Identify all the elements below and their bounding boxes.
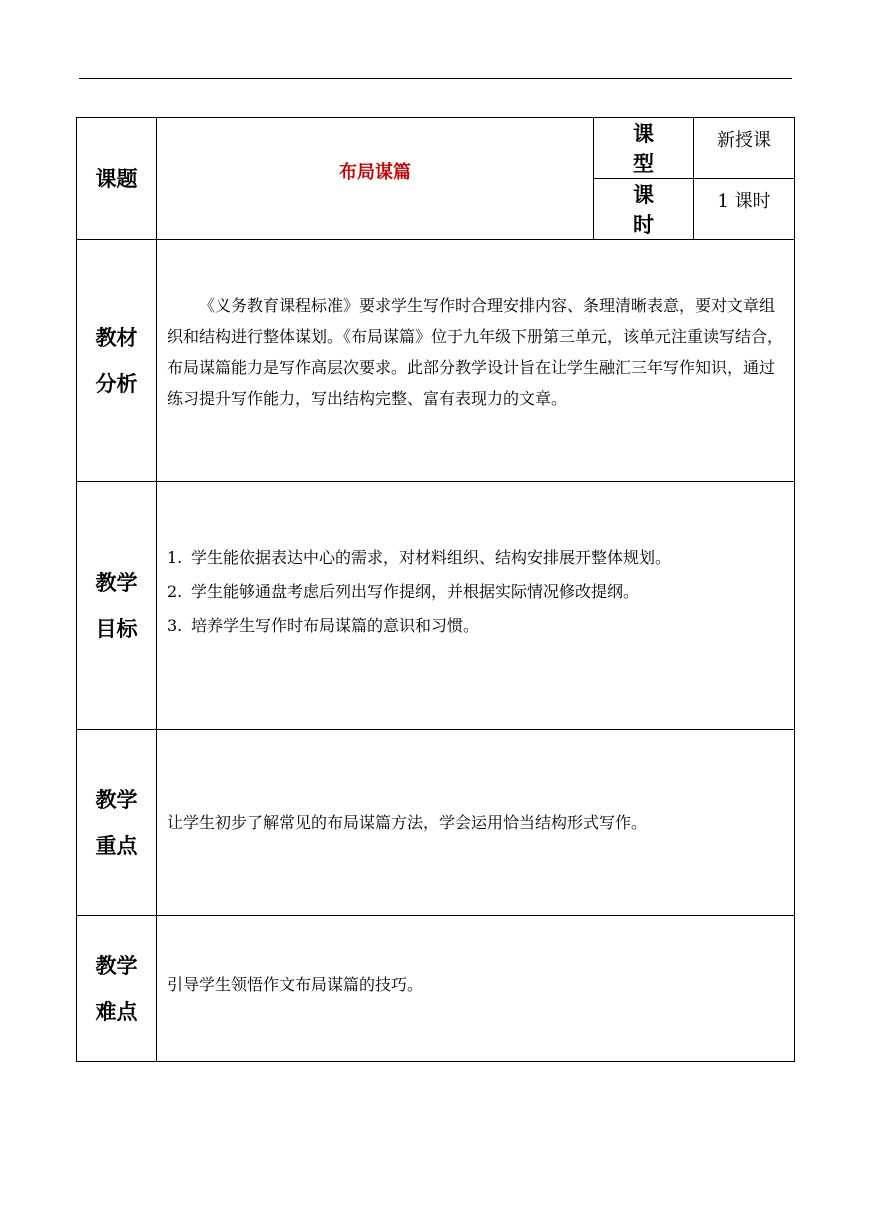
analysis-text: 《义务教育课程标准》要求学生写作时合理安排内容、条理清晰表意，要对文章组织和结构进行整体谋划。《布局谋篇》位于九年级下册第三单元，该单元注重读写结合，布局谋篇能力是写作高层次要求。此部分教学设计旨在让学生融汇三年写作知识，通过练习提升写作能力，写出结构完整、富有表现力的文章。: [167, 295, 784, 408]
objective-item: [167, 542, 786, 574]
objectives-label-line1: 教学: [95, 569, 138, 595]
objective-item: [167, 576, 786, 608]
analysis-content-cell: [157, 240, 795, 482]
objective-text: 培养学生写作时布局谋篇的意识和习惯。: [191, 615, 480, 635]
objective-item: [167, 610, 786, 642]
difficulties-row: [77, 916, 795, 1062]
difficulties-label-cell: [77, 916, 157, 1062]
topic-label: 课题: [95, 165, 138, 191]
key-points-label-cell: [77, 730, 157, 916]
key-points-label-line2: 重点: [95, 832, 138, 858]
difficulties-content-cell: [157, 916, 795, 1062]
key-points-text: 让学生初步了解常见的布局谋篇方法，学会运用恰当结构形式写作。: [167, 813, 648, 832]
objective-number: 3.: [167, 615, 183, 635]
key-points-content-cell: [157, 730, 795, 916]
objectives-label-cell: [77, 482, 157, 730]
period-value-cell: [694, 179, 795, 240]
type-label: 课 型: [633, 121, 668, 176]
analysis-row: [77, 240, 795, 482]
difficulties-text: 引导学生领悟作文布局谋篇的技巧。: [167, 975, 424, 994]
difficulties-label-line1: 教学: [95, 952, 138, 978]
type-label-cell: [594, 118, 694, 179]
analysis-label-line2: 分析: [95, 370, 138, 396]
period-label-cell: [594, 179, 694, 240]
lesson-plan-table: [76, 117, 795, 1062]
header-row: [77, 118, 795, 179]
objective-number: 1.: [167, 547, 183, 567]
header-rule: [79, 78, 792, 79]
difficulties-label-line2: 难点: [95, 998, 138, 1024]
objectives-list: [167, 542, 786, 642]
topic-label-cell: [77, 118, 157, 240]
objectives-row: [77, 482, 795, 730]
key-points-label-line1: 教学: [95, 786, 138, 812]
period-value: 1 课时: [717, 191, 771, 212]
key-points-row: [77, 730, 795, 916]
objectives-content-cell: [157, 482, 795, 730]
objective-number: 2.: [167, 581, 183, 601]
analysis-label-cell: [77, 240, 157, 482]
analysis-label-line1: 教材: [95, 324, 138, 350]
period-label: 课 时: [633, 182, 668, 237]
topic-title-cell: [157, 118, 594, 240]
type-value-cell: [694, 118, 795, 179]
objectives-label-line2: 目标: [95, 615, 138, 641]
type-value: 新授课: [717, 130, 771, 151]
topic-title: 布局谋篇: [339, 161, 411, 183]
objective-text: 学生能够通盘考虑后列出写作提纲，并根据实际情况修改提纲。: [191, 581, 640, 601]
objective-text: 学生能依据表达中心的需求，对材料组织、结构安排展开整体规划。: [191, 547, 672, 567]
